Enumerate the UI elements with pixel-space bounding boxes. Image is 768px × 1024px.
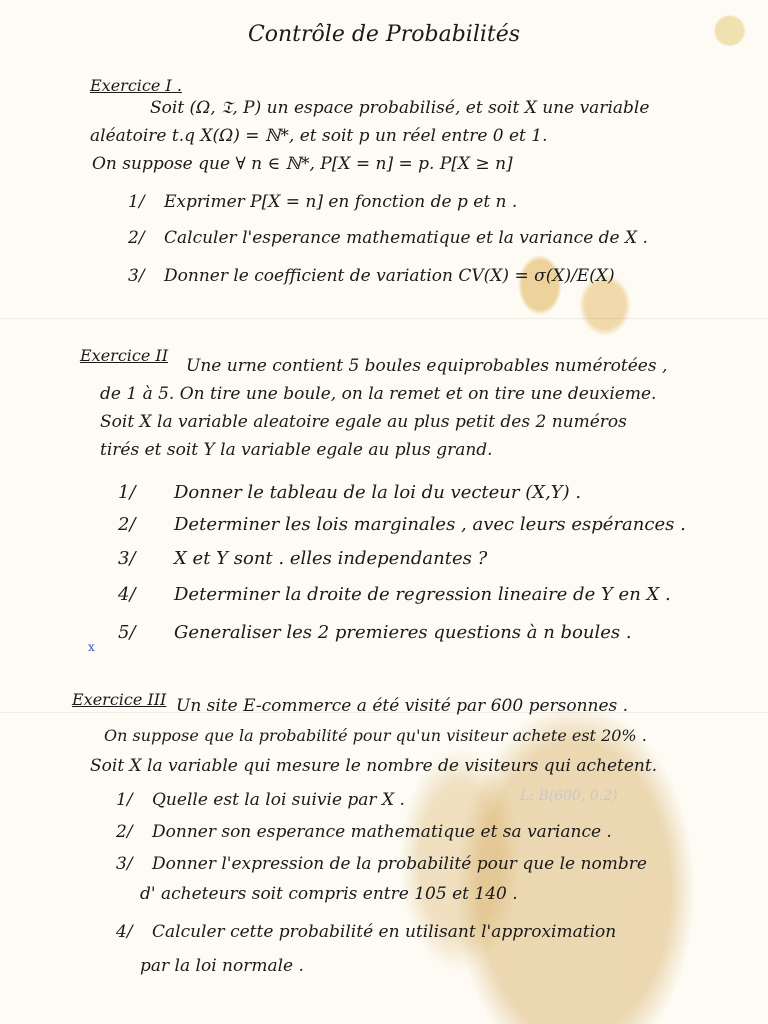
exercise3-heading: Exercice III [72, 690, 167, 709]
exercise2-question [118, 514, 686, 535]
question-text: Exprimer P[X = n] en fonction de p et n . [164, 192, 518, 212]
exercise3-question-continuation [140, 956, 304, 976]
exercise3-question [116, 790, 405, 810]
question-number: 3/ [116, 854, 133, 874]
exercise2-line: Soit X la variable aleatoire egale au plus petit des 2 numéros [100, 412, 627, 432]
exercise2-question [118, 482, 581, 503]
exercise1-question [128, 228, 648, 248]
question-number: 5/ [118, 622, 136, 643]
exercise3-question-continuation [140, 884, 518, 904]
exercise2-question [118, 584, 671, 605]
question-number: 3/ [128, 266, 145, 286]
question-number: 2/ [128, 228, 145, 248]
question-number: 2/ [118, 514, 136, 535]
exercise1-line: On suppose que ∀ n ∈ ℕ*, P[X = n] = p. P[X ≥ n] [92, 154, 513, 174]
exercise3-line: On suppose que la probabilité pour qu'un visiteur achete est 20% . [104, 726, 647, 745]
question-text: Calculer cette probabilité en utilisant l'approximation [152, 922, 617, 942]
exercise1-question [128, 266, 615, 286]
exercise1-line: Soit (Ω, 𝔗, P) un espace probabilisé, et soit X une variable [150, 98, 650, 118]
question-number: 1/ [128, 192, 145, 212]
exercise2-line: de 1 à 5. On tire une boule, on la remet et on tire une deuxieme. [100, 384, 657, 404]
question-text: X et Y sont . elles independantes ? [174, 548, 488, 569]
question-number: 1/ [118, 482, 136, 503]
question-number: 4/ [118, 584, 136, 605]
faint-note: L: B(600, 0.2) [520, 788, 618, 804]
question-text: d' acheteurs soit compris entre 105 et 140 . [140, 884, 518, 904]
question-text: Donner le coefficient de variation CV(X) = σ(X)/E(X) [164, 266, 615, 286]
question-number: 2/ [116, 822, 133, 842]
question-text: Donner son esperance mathematique et sa variance . [152, 822, 612, 842]
exercise3-line: Soit X la variable qui mesure le nombre de visiteurs qui achetent. [90, 756, 658, 776]
exercise3-question [116, 822, 612, 842]
question-text: Donner le tableau de la loi du vecteur (X,Y) . [174, 482, 582, 503]
page-title: Contrôle de Probabilités [247, 22, 521, 47]
exercise3-question [116, 854, 647, 874]
question-number: 3/ [118, 548, 136, 569]
exercise2-question [118, 622, 632, 643]
question-text: Determiner les lois marginales , avec leurs espérances . [174, 514, 686, 535]
exercise1-question [128, 192, 517, 212]
question-text: Donner l'expression de la probabilité pour que le nombre [152, 854, 647, 874]
exercise3-question [116, 922, 616, 942]
margin-mark: x [88, 640, 95, 654]
question-number: 4/ [116, 922, 133, 942]
exercise2-heading: Exercice II [80, 346, 169, 365]
question-text: Generaliser les 2 premieres questions à n boules . [174, 622, 632, 643]
question-text: par la loi normale . [140, 956, 304, 976]
paper-fold-line [0, 318, 768, 319]
question-number: 1/ [116, 790, 133, 810]
exercise1-line: aléatoire t.q X(Ω) = ℕ*, et soit p un réel entre 0 et 1. [90, 126, 548, 146]
exercise3-line: Un site E-commerce a été visité par 600 personnes . [176, 696, 629, 716]
exercise2-line: tirés et soit Y la variable egale au plus grand. [100, 440, 493, 460]
question-text: Determiner la droite de regression lineaire de Y en X . [174, 584, 671, 605]
exercise2-question [118, 548, 487, 569]
question-text: Calculer l'esperance mathematique et la variance de X . [164, 228, 648, 248]
exercise2-line: Une urne contient 5 boules equiprobables numérotées , [186, 356, 668, 376]
exercise1-heading: Exercice I . [90, 76, 182, 95]
question-text: Quelle est la loi suivie par X . [152, 790, 405, 810]
